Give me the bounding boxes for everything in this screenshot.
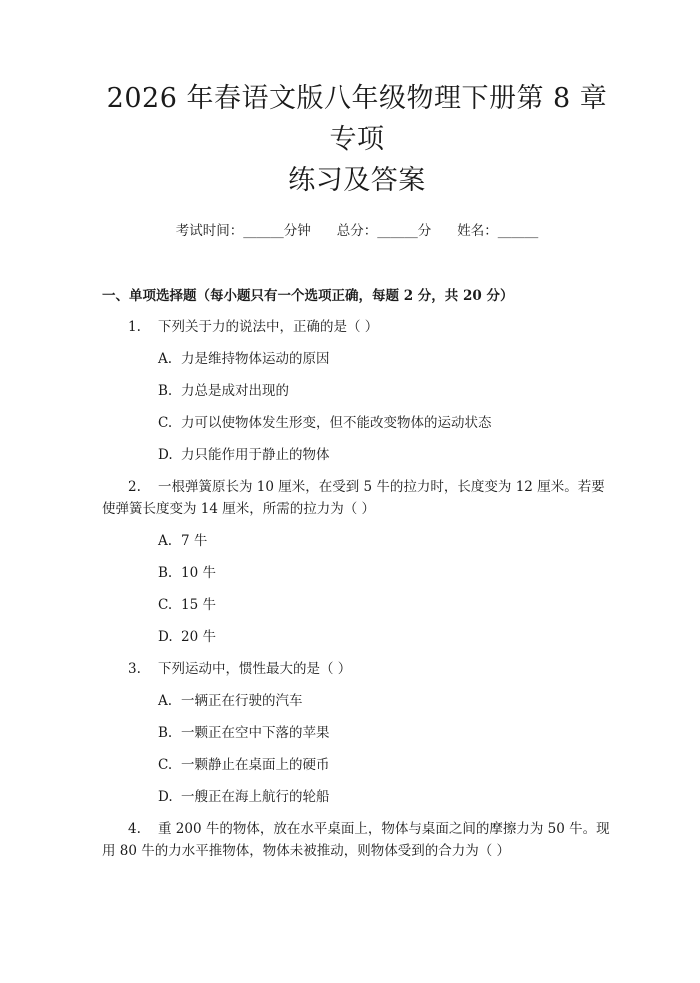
question-text (102, 658, 612, 680)
option-letter: B. (158, 725, 173, 741)
question-text (102, 818, 612, 862)
option-letter: C. (158, 415, 173, 431)
option-text: 力总是成对出现的 (181, 383, 289, 399)
question-stem: 下列关于力的说法中，正确的是（ ） (158, 319, 379, 335)
option-c (158, 412, 612, 434)
option-d (158, 626, 612, 648)
question-stem: 一根弹簧原长为 10 厘米，在受到 5 牛的拉力时，长度变为 12 厘米。若要使弹簧长度变为 14 厘米，所需的拉力为（ ） (102, 479, 605, 517)
option-letter: A. (158, 351, 173, 367)
option-list (102, 530, 612, 648)
option-letter: D. (158, 447, 173, 463)
option-text: 一辆正在行驶的汽车 (181, 693, 303, 709)
option-text: 力是维持物体运动的原因 (181, 351, 330, 367)
option-text: 20 牛 (181, 629, 216, 645)
question-2 (102, 476, 612, 648)
option-letter: A. (158, 533, 173, 549)
total-score-field: 总分：______分 (336, 223, 432, 239)
option-b (158, 562, 612, 584)
option-letter: C. (158, 757, 173, 773)
section-heading: 一、单项选择题（每小题只有一个选项正确，每题 2 分，共 20 分） (102, 288, 514, 304)
option-text: 一颗静止在桌面上的硬币 (181, 757, 330, 773)
option-d (158, 786, 612, 808)
question-stem: 下列运动中，惯性最大的是（ ） (158, 661, 352, 677)
exam-meta (102, 221, 612, 241)
option-letter: B. (158, 565, 173, 581)
option-b (158, 722, 612, 744)
option-letter: B. (158, 383, 173, 399)
question-number: 2. (128, 479, 141, 495)
title-line-1: 2026 年春语文版八年级物理下册第 8 章专项 (106, 83, 608, 155)
document-page (0, 78, 700, 983)
option-text: 力只能作用于静止的物体 (181, 447, 330, 463)
option-a (158, 690, 612, 712)
question-number: 1. (128, 319, 141, 335)
question-number: 4. (128, 821, 141, 837)
option-c (158, 754, 612, 776)
option-b (158, 380, 612, 402)
question-text (102, 316, 612, 338)
option-letter: D. (158, 629, 173, 645)
option-text: 一颗正在空中下落的苹果 (181, 725, 330, 741)
option-d (158, 444, 612, 466)
option-letter: D. (158, 789, 173, 805)
option-list (102, 690, 612, 808)
option-a (158, 530, 612, 552)
option-list (102, 348, 612, 466)
option-letter: A. (158, 693, 173, 709)
option-text: 7 牛 (181, 533, 208, 549)
option-letter: C. (158, 597, 173, 613)
option-text: 力可以使物体发生形变，但不能改变物体的运动状态 (181, 415, 492, 431)
option-a (158, 348, 612, 370)
exam-time-field: 考试时间：______分钟 (175, 223, 311, 239)
document-title (102, 78, 612, 201)
question-3 (102, 658, 612, 808)
option-text: 一艘正在海上航行的轮船 (181, 789, 330, 805)
question-4 (102, 818, 612, 862)
option-c (158, 594, 612, 616)
question-text (102, 476, 612, 520)
option-text: 15 牛 (181, 597, 216, 613)
student-name-field: 姓名：______ (457, 223, 539, 239)
question-number: 3. (128, 661, 141, 677)
title-line-2: 练习及答案 (288, 165, 426, 196)
option-text: 10 牛 (181, 565, 216, 581)
question-stem: 重 200 牛的物体，放在水平桌面上，物体与桌面之间的摩擦力为 50 牛。现用 80 牛的力水平推物体，物体未被推动，则物体受到的合力为（ ） (102, 821, 610, 859)
question-1 (102, 316, 612, 466)
